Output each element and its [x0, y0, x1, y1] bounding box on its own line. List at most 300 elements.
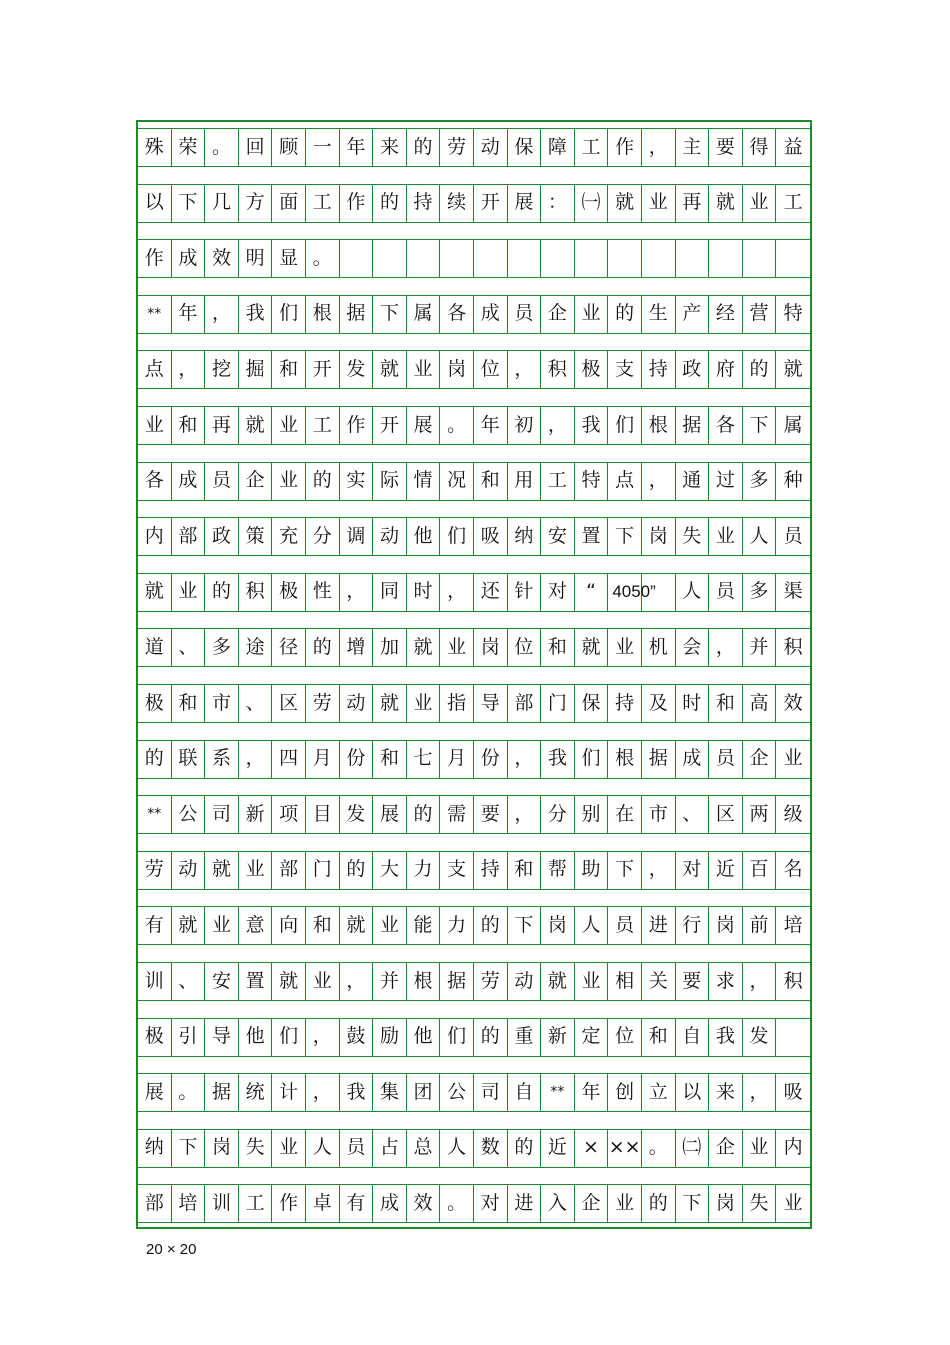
grid-cell: 以: [138, 184, 172, 222]
grid-cell: 展: [138, 1073, 172, 1111]
grid-cell: 公: [172, 795, 206, 833]
grid-cell: 人: [676, 573, 710, 611]
grid-line: [138, 222, 810, 223]
grid-cell: 分: [306, 517, 340, 555]
grid-cell: [575, 239, 609, 277]
grid-line: [138, 889, 810, 890]
grid-cell: 名: [783, 858, 803, 881]
grid-cell: 月: [306, 740, 340, 778]
grid-cell: 业: [608, 628, 642, 666]
grid-cell: 团: [407, 1073, 441, 1111]
grid-cell: 就: [172, 906, 206, 944]
grid-cell: 业: [239, 851, 273, 889]
grid-cell: 主: [676, 128, 710, 166]
grid-cell: 工: [306, 406, 340, 444]
grid-cell: ：: [541, 184, 575, 222]
grid-cell: 在: [608, 795, 642, 833]
grid-cell: 的: [306, 462, 340, 500]
grid-line: [138, 1000, 810, 1001]
grid-cell: 下: [676, 1184, 710, 1222]
grid-cell: 积: [783, 635, 803, 658]
grid-cell: 保: [508, 128, 542, 166]
grid-cell: 属: [407, 295, 441, 333]
grid-cell: 企: [239, 462, 273, 500]
grid-cell: 展: [373, 795, 407, 833]
grid-cell: 年: [340, 128, 374, 166]
grid-cell: 业: [172, 573, 206, 611]
grid-cell: 再: [205, 406, 239, 444]
grid-row: [138, 295, 810, 333]
grid-cell: 企: [709, 1129, 743, 1167]
grid-cell: 政: [676, 350, 710, 388]
grid-cell: [776, 1018, 810, 1056]
grid-cell: 人: [306, 1129, 340, 1167]
grid-cell: 内: [783, 1136, 803, 1159]
grid-cell: 行: [676, 906, 710, 944]
grid-cell: 门: [541, 684, 575, 722]
grid-cell: 支: [608, 350, 642, 388]
grid-cell: 统: [239, 1073, 273, 1111]
grid-cell: [743, 239, 777, 277]
grid-cell: 指: [440, 684, 474, 722]
grid-cell: 人: [440, 1129, 474, 1167]
grid-cell: ，: [340, 573, 374, 611]
grid-cell: 。: [172, 1073, 206, 1111]
grid-cell: ，: [239, 740, 273, 778]
grid-cell: 训: [205, 1184, 239, 1222]
grid-cell: 部: [138, 1184, 172, 1222]
grid-cell: ，: [306, 1073, 340, 1111]
grid-cell: 劳: [138, 851, 172, 889]
grid-cell: 、: [172, 628, 206, 666]
grid-cell: 道: [138, 628, 172, 666]
grid-line: [138, 1111, 810, 1112]
grid-cell: 关: [642, 962, 676, 1000]
grid-row: [138, 906, 810, 944]
grid-cell: ，: [508, 350, 542, 388]
grid-cell: 成: [172, 239, 206, 277]
grid-cell: 们: [272, 295, 306, 333]
grid-cell: 掘: [239, 350, 273, 388]
grid-cell: 下: [508, 906, 542, 944]
grid-row: [138, 406, 810, 444]
grid-cell: 、: [676, 795, 710, 833]
grid-cell: 下: [608, 517, 642, 555]
grid-cell: 业: [743, 1129, 777, 1167]
grid-cell: 展: [407, 406, 441, 444]
grid-cell: 业: [783, 747, 803, 770]
grid-cell: 渠: [783, 580, 803, 603]
grid-cell: 我: [575, 406, 609, 444]
grid-cell: 七: [407, 740, 441, 778]
grid-cell: 市: [642, 795, 676, 833]
grid-cell: 岗: [440, 350, 474, 388]
grid-cell: 就: [575, 628, 609, 666]
grid-cell: 动: [474, 128, 508, 166]
grid-cell: 业: [407, 350, 441, 388]
grid-cell: 就: [340, 906, 374, 944]
grid-cell: 还: [474, 573, 508, 611]
grid-cell: 司: [205, 795, 239, 833]
grid-cell: 性: [306, 573, 340, 611]
grid-cell: 径: [272, 628, 306, 666]
grid-cell: 位: [474, 350, 508, 388]
grid-cell: 的: [743, 350, 777, 388]
grid-cell: 定: [575, 1018, 609, 1056]
grid-cell: 同: [373, 573, 407, 611]
grid-cell: 部: [508, 684, 542, 722]
grid-cell: 的: [407, 795, 441, 833]
grid-cell: 创: [608, 1073, 642, 1111]
grid-cell: 新: [239, 795, 273, 833]
grid-cell: 业: [575, 295, 609, 333]
grid-cell: 业: [138, 406, 172, 444]
grid-cell: 劳: [306, 684, 340, 722]
grid-cell: 积: [783, 969, 803, 992]
grid-cell: 的: [474, 1018, 508, 1056]
grid-cell: 导: [205, 1018, 239, 1056]
grid-cell: 相: [608, 962, 642, 1000]
grid-row: [138, 128, 810, 166]
grid-cell: 就: [138, 573, 172, 611]
grid-cell: 们: [272, 1018, 306, 1056]
grid-cell: 业: [642, 184, 676, 222]
grid-cell: 员: [783, 524, 803, 547]
grid-cell: 人: [743, 517, 777, 555]
grid-cell: ，: [642, 462, 676, 500]
grid-cell: 总: [407, 1129, 441, 1167]
grid-cell: 部: [272, 851, 306, 889]
grid-cell: 份: [340, 740, 374, 778]
grid-cell: 的: [407, 128, 441, 166]
grid-cell: 回: [239, 128, 273, 166]
grid-cell: 份: [474, 740, 508, 778]
grid-cell: 成: [474, 295, 508, 333]
grid-cell: 级: [783, 802, 803, 825]
grid-cell: 加: [373, 628, 407, 666]
grid-cell: 并: [743, 628, 777, 666]
grid-cell: 的: [508, 1129, 542, 1167]
grid-row: [138, 350, 810, 388]
grid-cell: 员: [709, 740, 743, 778]
grid-line: [138, 833, 810, 834]
grid-cell: 各: [138, 462, 172, 500]
grid-cell: 效: [407, 1184, 441, 1222]
grid-cell: 业: [440, 628, 474, 666]
grid-cell: 过: [709, 462, 743, 500]
grid-cell: 市: [205, 684, 239, 722]
grid-cell: ，: [306, 1018, 340, 1056]
grid-cell: 经: [709, 295, 743, 333]
grid-cell: ，: [743, 1073, 777, 1111]
grid-cell: 集: [373, 1073, 407, 1111]
grid-cell: 点: [608, 462, 642, 500]
grid-cell: 明: [239, 239, 273, 277]
grid-cell: 们: [440, 517, 474, 555]
grid-cell: [474, 239, 508, 277]
grid-cell: 动: [340, 684, 374, 722]
grid-cell: ××: [608, 1129, 642, 1167]
grid-cell: 有: [138, 906, 172, 944]
grid-cell: 、: [239, 684, 273, 722]
grid-cell: 持: [474, 851, 508, 889]
grid-cell: 工: [306, 184, 340, 222]
grid-cell: 动: [508, 962, 542, 1000]
grid-cell: 就: [709, 184, 743, 222]
grid-cell: ，: [508, 740, 542, 778]
grid-cell: 极: [138, 684, 172, 722]
grid-cell: 对: [541, 573, 575, 611]
grid-cell: 公: [440, 1073, 474, 1111]
grid-cell: 。: [205, 128, 239, 166]
grid-cell: ，: [508, 795, 542, 833]
grid-cell: 区: [272, 684, 306, 722]
grid-cell: 计: [272, 1073, 306, 1111]
grid-cell: 持: [642, 350, 676, 388]
grid-cell: 前: [743, 906, 777, 944]
grid-cell: 和: [172, 684, 206, 722]
grid-cell: 就: [541, 962, 575, 1000]
grid-cell: 及: [642, 684, 676, 722]
grid-cell: 的: [205, 573, 239, 611]
grid-cell: 岗: [709, 906, 743, 944]
grid-cell: 一: [306, 128, 340, 166]
grid-cell: 展: [508, 184, 542, 222]
grid-cell: 百: [743, 851, 777, 889]
grid-cell: 业: [407, 684, 441, 722]
grid-cell: 工: [783, 191, 803, 214]
grid-cell: 机: [642, 628, 676, 666]
grid-cell: 入: [541, 1184, 575, 1222]
grid-cell: 和: [306, 906, 340, 944]
grid-cell: 我: [541, 740, 575, 778]
grid-cell: 要: [676, 962, 710, 1000]
grid-cell: 和: [709, 684, 743, 722]
grid-cell: [508, 239, 542, 277]
grid-cell: [340, 239, 374, 277]
grid-cell: 有: [340, 1184, 374, 1222]
grid-cell: 和: [272, 350, 306, 388]
grid-cell: 位: [608, 1018, 642, 1056]
grid-cell: 需: [440, 795, 474, 833]
grid-cell: ，: [205, 295, 239, 333]
grid-cell: 据: [205, 1073, 239, 1111]
grid-cell: 的: [138, 740, 172, 778]
grid-cell: 发: [743, 1018, 777, 1056]
grid-cell: 业: [306, 962, 340, 1000]
grid-cell: 的: [474, 906, 508, 944]
grid-cell: 种: [783, 469, 803, 492]
grid-row: [138, 1129, 810, 1167]
grid-cell: 安: [541, 517, 575, 555]
grid-cell: 作: [138, 239, 172, 277]
grid-cell: 大: [373, 851, 407, 889]
grid-cell: [776, 239, 810, 277]
grid-cell: 和: [508, 851, 542, 889]
grid-cell: 就: [373, 684, 407, 722]
grid-line: [138, 666, 810, 667]
grid-cell: 时: [407, 573, 441, 611]
grid-cell: 效: [205, 239, 239, 277]
grid-cell: 就: [373, 350, 407, 388]
grid-cell: 会: [676, 628, 710, 666]
grid-cell: [642, 573, 676, 611]
grid-line: [138, 500, 810, 501]
grid-cell: 失: [239, 1129, 273, 1167]
grid-cell: 特: [575, 462, 609, 500]
grid-cell: 们: [608, 406, 642, 444]
grid-cell: 立: [642, 1073, 676, 1111]
grid-cell: 发: [340, 795, 374, 833]
grid-cell: 实: [340, 462, 374, 500]
grid-cell: 显: [272, 239, 306, 277]
grid-cell: 支: [440, 851, 474, 889]
grid-cell: 下: [172, 184, 206, 222]
grid-cell: 各: [440, 295, 474, 333]
grid-cell: ，: [172, 350, 206, 388]
grid-cell: 我: [239, 295, 273, 333]
grid-cell: ，: [743, 962, 777, 1000]
grid-cell: 的: [306, 628, 340, 666]
grid-row: [138, 628, 810, 666]
grid-cell: 的: [340, 851, 374, 889]
grid-cell: 数: [474, 1129, 508, 1167]
grid-cell: 根: [642, 406, 676, 444]
grid-cell: 业: [272, 1129, 306, 1167]
grid-line: [138, 277, 810, 278]
grid-cell: 业: [743, 184, 777, 222]
grid-cell: 鼓: [340, 1018, 374, 1056]
grid-cell: 动: [373, 517, 407, 555]
grid-line: [138, 444, 810, 445]
grid-cell: 他: [407, 517, 441, 555]
grid-cell: [676, 239, 710, 277]
grid-cell: ，: [642, 128, 676, 166]
grid-line: [138, 722, 810, 723]
grid-cell: 下: [172, 1129, 206, 1167]
grid-cell: 特: [783, 302, 803, 325]
grid-cell: [440, 239, 474, 277]
grid-cell: 极: [575, 350, 609, 388]
grid-cell: 他: [407, 1018, 441, 1056]
grid-cell: 。: [306, 239, 340, 277]
grid-row: [138, 795, 810, 833]
grid-cell: 工: [575, 128, 609, 166]
grid-cell: 就: [272, 962, 306, 1000]
grid-cell: 要: [474, 795, 508, 833]
grid-cell: 近: [709, 851, 743, 889]
grid-row: [138, 573, 810, 611]
grid-cell: 针: [508, 573, 542, 611]
grid-cell: 向: [272, 906, 306, 944]
grid-cell: 续: [440, 184, 474, 222]
grid-cell: 进: [508, 1184, 542, 1222]
grid-cell: 况: [440, 462, 474, 500]
grid-cell: 们: [575, 740, 609, 778]
grid-cell: 生: [642, 295, 676, 333]
grid-cell: **: [138, 295, 172, 333]
grid-cell: 作: [340, 184, 374, 222]
grid-cell: 业: [373, 906, 407, 944]
grid-cell: 能: [407, 906, 441, 944]
grid-cell: 来: [709, 1073, 743, 1111]
grid-cell: 训: [138, 962, 172, 1000]
grid-cell: 置: [239, 962, 273, 1000]
grid-cell: 力: [440, 906, 474, 944]
grid-cell: 作: [608, 128, 642, 166]
grid-cell: 卓: [306, 1184, 340, 1222]
grid-cell: 助: [575, 851, 609, 889]
grid-cell: 得: [743, 128, 777, 166]
grid-cell: 导: [474, 684, 508, 722]
grid-cell: 的: [642, 1184, 676, 1222]
grid-cell: 下: [373, 295, 407, 333]
grid-cell: 以: [676, 1073, 710, 1111]
grid-cell: 点: [138, 350, 172, 388]
grid-cell: 置: [575, 517, 609, 555]
grid-row: [138, 517, 810, 555]
grid-line: [138, 1167, 810, 1168]
grid-cell: 面: [272, 184, 306, 222]
grid-row: [138, 1073, 810, 1111]
grid-cell: 和: [373, 740, 407, 778]
manuscript-grid: [136, 120, 812, 1229]
grid-cell: 来: [373, 128, 407, 166]
grid-cell: 充: [272, 517, 306, 555]
grid-cell: 就: [239, 406, 273, 444]
grid-cell: 他: [239, 1018, 273, 1056]
grid-cell: 近: [541, 1129, 575, 1167]
grid-cell: 几: [205, 184, 239, 222]
grid-cell: 企: [743, 740, 777, 778]
grid-line: [138, 778, 810, 779]
grid-row: [138, 740, 810, 778]
grid-cell: 对: [474, 1184, 508, 1222]
grid-cell: ，: [340, 962, 374, 1000]
grid-cell: 产: [676, 295, 710, 333]
grid-cell: 对: [676, 851, 710, 889]
grid-cell: 失: [743, 1184, 777, 1222]
grid-row: [138, 1184, 810, 1222]
grid-cell: 和: [642, 1018, 676, 1056]
grid-cell: 岗: [709, 1184, 743, 1222]
grid-cell: 吸: [783, 1080, 803, 1103]
grid-cell: 工: [239, 1184, 273, 1222]
grid-cell: 员: [340, 1129, 374, 1167]
grid-line: [138, 1056, 810, 1057]
grid-cell: 就: [205, 851, 239, 889]
grid-cell: ×: [575, 1129, 609, 1167]
grid-row: [138, 184, 810, 222]
grid-cell: 据: [340, 295, 374, 333]
grid-cell: 积: [541, 350, 575, 388]
grid-cell: 安: [205, 962, 239, 1000]
grid-cell: ，: [709, 628, 743, 666]
grid-cell: 下: [608, 851, 642, 889]
grid-cell: 挖: [205, 350, 239, 388]
grid-cell: 人: [575, 906, 609, 944]
grid-cell: 司: [474, 1073, 508, 1111]
grid-cell: 极: [272, 573, 306, 611]
grid-cell: 际: [373, 462, 407, 500]
grid-cell: 们: [440, 1018, 474, 1056]
grid-cell: “: [575, 573, 609, 611]
grid-cell: 员: [205, 462, 239, 500]
grid-cell: 进: [642, 906, 676, 944]
grid-cell: 区: [709, 795, 743, 833]
grid-cell: 岗: [474, 628, 508, 666]
grid-cell: 年: [575, 1073, 609, 1111]
